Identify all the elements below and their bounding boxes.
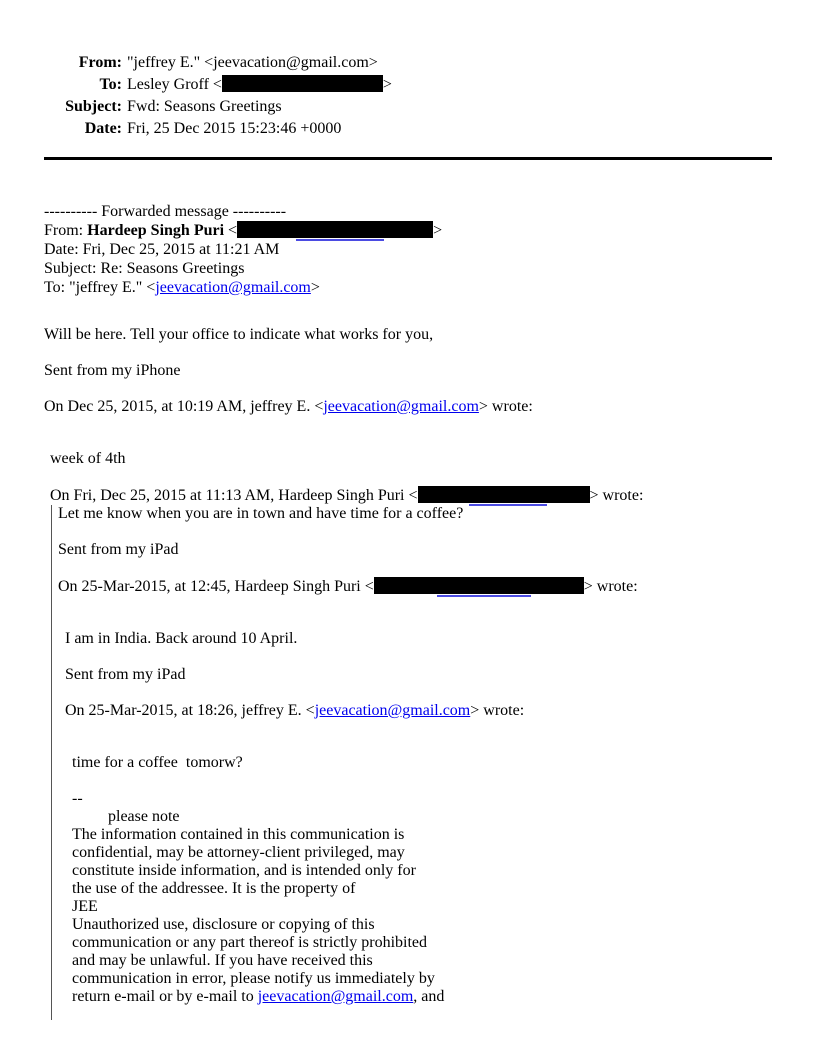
blockquote-level-1: [51, 505, 772, 1020]
signature-sent-from-iphone: Sent from my iPhone: [44, 362, 181, 379]
forwarded-separator: ---------- Forwarded message ----------: [44, 203, 287, 220]
forwarded-subject-line: Subject: Re: Seasons Greetings: [44, 260, 245, 277]
forwarded-to-close-bracket: >: [310, 279, 320, 296]
subject-value: Fwd: Seasons Greetings: [127, 98, 282, 115]
to-value: [127, 74, 392, 96]
blockquote-level-2: [65, 630, 772, 1006]
disclaimer-please-note: please note: [72, 808, 180, 825]
header-divider-rule: [44, 157, 772, 160]
forwarded-from-close-bracket: >: [433, 222, 443, 239]
quoted-on-mar-1826-line: [65, 702, 772, 720]
legal-disclaimer-block: [72, 808, 772, 1006]
quoted-coffee-question: Let me know when you are in town and have time for a coffee?: [58, 505, 464, 522]
disclaimer-line: JEE: [72, 898, 98, 915]
on-mar-1245-suffix: > wrote:: [583, 578, 638, 595]
disclaimer-line: The information contained in this communication is: [72, 826, 405, 843]
to-label: To:: [99, 76, 122, 93]
disclaimer-last-prefix: return e-mail or by e-mail to: [72, 988, 258, 1005]
header-row-date: [44, 118, 772, 140]
quoted-week-line: week of 4th: [50, 450, 126, 467]
quoted-on-mar-1245-line: [58, 577, 772, 596]
disclaimer-line: and may be unlawful. If you have received this: [72, 952, 373, 969]
forwarded-message-header: [44, 202, 772, 297]
disclaimer-line: communication in error, please notify us immediately by: [72, 970, 435, 987]
email-header: [44, 52, 772, 140]
body-paragraph-will-be-here: Will be here. Tell your office to indicate what works for you,: [44, 326, 434, 343]
quoted-on-fri-line: [50, 486, 772, 505]
on-mar-1245-prefix: On 25-Mar-2015, at 12:45, Hardeep Singh Puri <: [58, 578, 374, 595]
quoted-reply-outer: [50, 450, 772, 1020]
on-mar-1826-prefix: On 25-Mar-2015, at 18:26, jeffrey E. <: [65, 702, 315, 719]
disclaimer-line: constitute inside information, and is intended only for: [72, 862, 416, 879]
disclaimer-line: Unauthorized use, disclosure or copying of this: [72, 916, 375, 933]
forwarded-date-line: Date: Fri, Dec 25, 2015 at 11:21 AM: [44, 241, 280, 258]
blockquote-level-3: [72, 754, 772, 1006]
to-value-suffix: >: [382, 76, 392, 93]
header-row-to: [44, 74, 772, 96]
disclaimer-email-link[interactable]: jeevacation@gmail.com: [257, 988, 414, 1005]
redaction-box-to-address: [222, 75, 383, 92]
on-mar-1826-email-link[interactable]: jeevacation@gmail.com: [314, 702, 471, 719]
signature-sent-from-ipad-1: Sent from my iPad: [58, 541, 179, 558]
quoted-coffee-tomorrow: time for a coffee tomorw?: [72, 754, 243, 771]
quote-intro-line: [44, 398, 772, 416]
forwarded-from-name: Hardeep Singh Puri: [87, 222, 225, 239]
from-label: From:: [78, 54, 122, 71]
header-row-from: [44, 52, 772, 74]
disclaimer-last-suffix: , and: [413, 988, 445, 1005]
on-fri-suffix: > wrote:: [589, 487, 644, 504]
on-fri-prefix: On Fri, Dec 25, 2015 at 11:13 AM, Hardeep Singh Puri <: [50, 487, 418, 504]
disclaimer-line: confidential, may be attorney-client privileged, may: [72, 844, 405, 861]
subject-label: Subject:: [65, 98, 122, 115]
signature-delimiter-dashes: --: [72, 790, 83, 807]
forwarded-from-prefix: From:: [44, 222, 88, 239]
quote-intro-suffix: > wrote:: [478, 398, 533, 415]
quote-intro-prefix: On Dec 25, 2015, at 10:19 AM, jeffrey E. <: [44, 398, 324, 415]
to-value-prefix: Lesley Groff <: [127, 76, 222, 93]
quote-intro-email-link[interactable]: jeevacation@gmail.com: [323, 398, 479, 415]
quoted-india-line: I am in India. Back around 10 April.: [65, 630, 298, 647]
forwarded-from-line: [44, 221, 772, 240]
redaction-box-on-mar-address: [374, 577, 584, 594]
date-value: Fri, 25 Dec 2015 15:23:46 +0000: [127, 120, 342, 137]
forwarded-from-open-bracket: <: [224, 222, 238, 239]
forwarded-to-email-link[interactable]: jeevacation@gmail.com: [155, 279, 311, 296]
disclaimer-line: communication or any part thereof is strictly prohibited: [72, 934, 428, 951]
forwarded-to-prefix: To: "jeffrey E." <: [44, 279, 156, 296]
redaction-box-on-fri-address: [418, 486, 590, 503]
forwarded-to-line: [44, 278, 772, 297]
date-label: Date:: [84, 120, 122, 137]
on-mar-1826-suffix: > wrote:: [470, 702, 525, 719]
header-row-subject: [44, 96, 772, 118]
signature-sent-from-ipad-2: Sent from my iPad: [65, 666, 186, 683]
disclaimer-last-line: [72, 988, 772, 1006]
disclaimer-line: the use of the addressee. It is the property of: [72, 880, 356, 897]
redaction-box-forwarded-from-address: [237, 221, 433, 238]
from-value: "jeffrey E." <jeevacation@gmail.com>: [127, 54, 378, 71]
